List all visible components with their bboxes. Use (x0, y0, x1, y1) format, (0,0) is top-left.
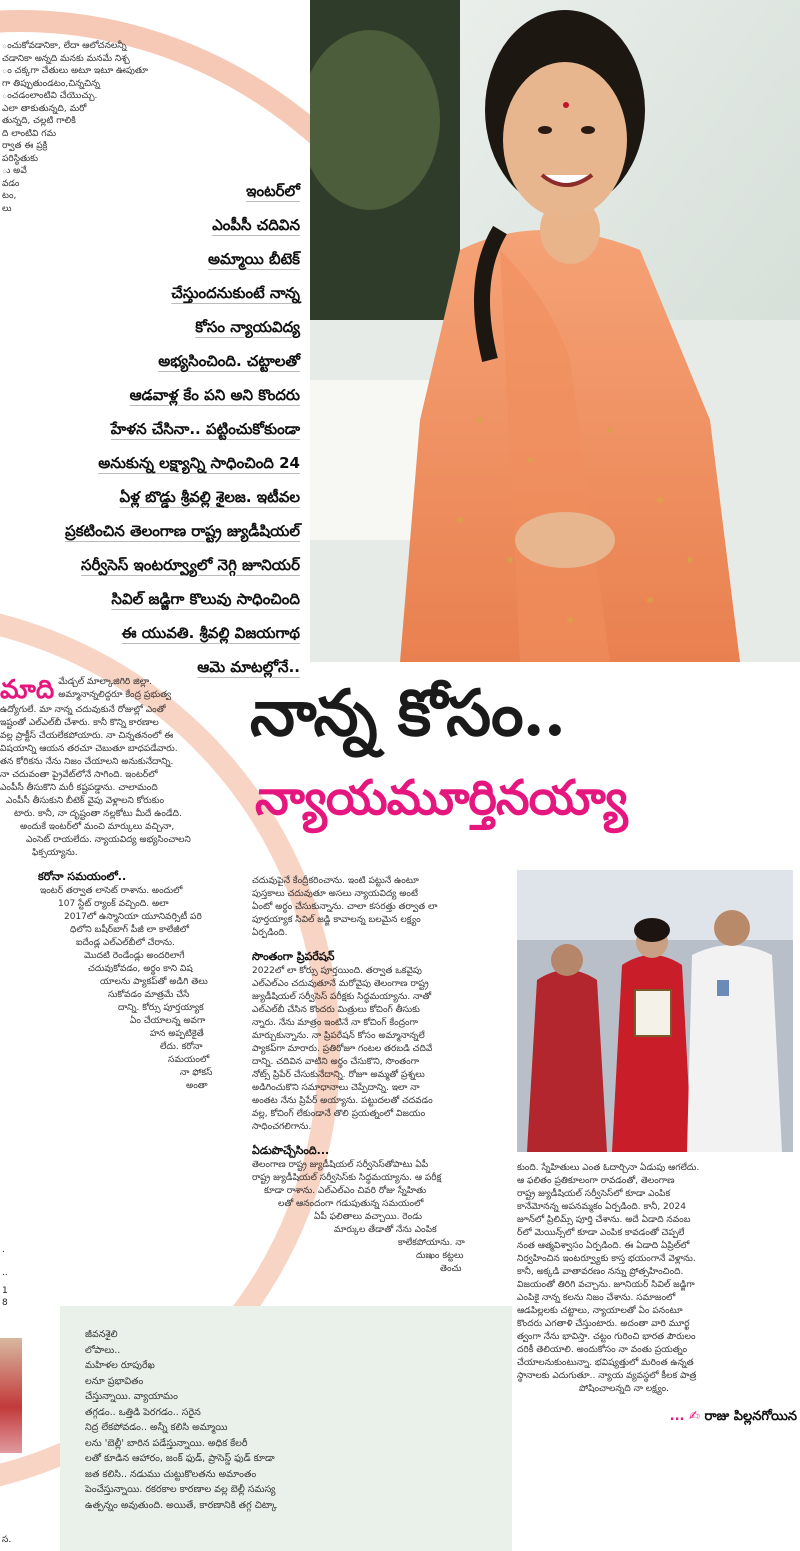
cry-line: కాలేకపోయాను. నా (398, 1238, 465, 1248)
corona-line: దాన్ని. కోర్సు పూర్తయ్యాక (118, 1003, 204, 1013)
right-col-line: కానేమోనన్న అపనమ్మకం ఏర్పడింది. కానీ, 2024 (517, 1202, 686, 1212)
right-col-line: కానీ, అక్కడి వాతావరణం నన్ను ప్రోత్సహించింది. (517, 1267, 684, 1277)
left-col-line: ఉద్యోగులే. మా నాన్న చదువుకునే రోజుల్లో ఎంతో (0, 705, 166, 715)
corona-line: హన అప్పటికైతే (150, 1029, 204, 1039)
pen-icon: ✍ (689, 1409, 700, 1424)
box-line: లను 'బెల్లీ' బారిన పడేస్తున్నాయి. అధిక కేలరీ (85, 1437, 248, 1449)
subheadline: న్యాయమూర్తినయ్యా (255, 770, 627, 826)
intro-line: ఎంపీసీ చదివిన (212, 216, 300, 234)
left-col-line: ఎంపీసీ తీసుకుని బీటెక్ వైపు వెళ్లాలని కోరుకుం (6, 796, 165, 806)
prep-line: ప్యాకప్‌గా మారారు. ప్రతిరోజూ గంటల తరబడి చదివే (252, 1044, 433, 1054)
box-line: లనూ ప్రభావితం (85, 1375, 144, 1387)
corona-line: మొదటి రెండేండ్లు అందరిలాగే (84, 951, 185, 961)
edge-char: 8 (2, 1298, 8, 1308)
right-col-line: ఆ ఫలితం ప్రతికూలంగా రావడంతో, తెలంగాణ (517, 1176, 675, 1186)
box-line: పెంచేస్తున్నాయి. రకరకాల కారణాల వల్ల బెల్లీ సమస్య (85, 1484, 276, 1495)
corona-line: చదువుకోవడం, అర్థం కాని విష (88, 964, 193, 974)
corona-line: 2017లో ఉస్మానియా యూనివర్సిటీ పరి (64, 912, 202, 922)
right-column (517, 1162, 797, 1423)
right-col-line: విజయంతో తిరిగి వచ్చాను. జూనియర్ సివిల్ జడ్జిగా (517, 1280, 695, 1290)
corona-line: నా ఫోకస్ (180, 1068, 213, 1078)
mid-line: చదువుపైనే కేంద్రీకరించాను. ఇంటి పట్టునే ఉంటూ (252, 876, 419, 886)
edge-char: . (2, 1245, 5, 1255)
fragment-line: ర్వాత ఈ ప్రక్రి (2, 141, 48, 151)
right-col-line: దరికీ తెలియాలి. అందుకోసం నా వంతు ప్రయత్నం (517, 1345, 688, 1355)
intro-line: హేళన చేసినా.. పట్టించుకోకుండా (110, 420, 300, 438)
mid-line: ఏంటో అర్థం చేసుకున్నాను. చాలా కసరత్తు తర్వాత లా (252, 902, 438, 912)
box-line: మహిళల రూపురేఖ (85, 1360, 155, 1371)
prep-line: దాన్ని. చదివిన వాటిని అర్థం చేసుకొని, సొంతంగా (252, 1057, 419, 1067)
prep-subhead: సొంతంగా ప్రిపరేషన్ (252, 950, 335, 963)
fragment-line: వడం (2, 178, 20, 189)
right-col-line: ఆడపిల్లలకు చట్టాలు, న్యాయాలతో ఏం పనంటూ (517, 1306, 683, 1316)
award-illustration (517, 870, 793, 1152)
fragment-line: తున్నది, చల్లటి గాలికి (2, 116, 76, 126)
fragment-line: ు అవే (2, 166, 27, 176)
top-fragment-text (2, 40, 148, 215)
fragment-line: టం, (2, 191, 17, 201)
mid-line: పుస్తకాలు చదువుతూ అసలు న్యాయవిద్య అంటే (252, 889, 418, 899)
prep-line: అంతట నేను ప్రిపేర్ అయ్యాను. పట్టుదలతో చదవడం (252, 1096, 433, 1106)
prep-line: సాధించగలిగాను. (252, 1122, 312, 1132)
intro-line: కోసం న్యాయవిద్య (195, 318, 300, 336)
corona-line: ధిలోని బషీర్‌బాగ్ పీజీ లా కాలేజీలో (70, 925, 189, 935)
right-col-line: చేయాలనుకుంటున్నా. భవిష్యత్తులో మరింత ఉన్నత (517, 1358, 694, 1368)
right-col-line: నంత ఆత్మవిశ్వాసం ఏర్పడింది. ఈ ఏడాది ఏప్రిల్‌లో (517, 1241, 690, 1251)
corona-line: 107 స్టేట్ ర్యాంక్ వచ్చింది. అలా (58, 899, 169, 909)
intro-line: ప్రకటించిన తెలంగాణ రాష్ట్ర జ్యుడీషియల్ (65, 522, 300, 540)
box-line: నిద్ర లేకపోవడం.. అన్నీ కలిసి అమ్మాయి (85, 1422, 228, 1433)
right-col-line: ర్‌లో మెయిన్స్‌లో కూడా ఎంపిక కావడంతో చెప్పలే (517, 1228, 685, 1238)
cry-line: దుఃఖం కట్టలు (416, 1251, 464, 1261)
corona-subhead: కరోనా సమయంలో.. (38, 870, 127, 883)
intro-line: సర్వీసెస్ ఇంటర్వ్యూలో నెగ్గి జూనియర్ (80, 556, 300, 574)
box-line: లోపాలు.. (85, 1344, 121, 1356)
box-line: చేస్తున్నాయి. వ్యాయామం (85, 1391, 178, 1402)
intro-line: అనుకున్న లక్ష్యాన్ని సాధించింది 24 (98, 454, 300, 472)
byline (517, 1410, 797, 1423)
corona-line: సమయంలో (168, 1055, 210, 1065)
corona-line: సుకోవడం మాత్రమే చేసే (108, 990, 190, 1000)
prep-line: ఎల్‌ఎల్‌బీ చేసిన కొందరు మిత్రులు కోచింగ్ తీసుకు (252, 1005, 420, 1015)
prep-line: వల్ల, కోచింగ్ లేకుండానే తొలి ప్రయత్నంలో విజయం (252, 1109, 426, 1119)
right-col-line: త్వంగా నేను భావిస్తా. చట్టం గురించి భారత పౌరులం (517, 1332, 696, 1342)
mid-line: పూర్తయ్యాక సివిల్ జడ్జి కావాలన్న బలమైన లక్ష్యం (252, 915, 421, 925)
portrait-photo (310, 0, 800, 662)
edge-char: స. (2, 1535, 12, 1545)
right-col-line: నిర్వహించిన ఇంటర్వ్యూకు కాస్త భయంగానే వెళ్లాను. (517, 1254, 696, 1264)
prep-line: అడిగించుకొని సమాధానాలు చెప్పేదాన్ని. ఇలా నా (252, 1083, 420, 1093)
edge-char: 1 (2, 1286, 8, 1296)
right-col-line: రాష్ట్ర జ్యుడీషియల్ సర్వీసెస్‌లో కూడా ఎంపిక (517, 1189, 671, 1199)
fragment-line: ంచుకోవడానికా, లేదా ఆలోచనలన్నీ (2, 41, 127, 51)
dropcap: మాది (0, 675, 55, 705)
middle-column (252, 875, 510, 1276)
right-col-line: పోషించాలన్నది నా లక్ష్యం. (579, 1384, 669, 1394)
left-col-line: ఎంసెట్ రాయలేదు. న్యాయవిద్య అభ్యసించాలని (26, 835, 191, 845)
prep-line: ఎల్‌ఎల్‌ఎం చదువుతూనే మరోవైపు తెలంగాణ రాష్ట్ర (252, 979, 429, 989)
left-col-line: వల్ల ప్రాక్టీస్ చేయలేకపోయారు. నా చిన్నతనంలో ఈ (0, 731, 174, 741)
box-line: తగ్గడం.. ఒత్తిడి పెరగడం.. సరైన (85, 1406, 201, 1418)
fragment-line: ది లాంటివి గమ (2, 128, 57, 139)
corona-line: ఏం చేయాలన్న అవగా (130, 1016, 206, 1026)
bottom-box-text (85, 1327, 505, 1513)
prep-line: మార్చుకున్నాను. నా ప్రిపరేషన్ కోసం అమ్మానాన్నలే (252, 1031, 425, 1041)
fragment-line: చడానికా అన్నది మనకు మనమే నిశ్చ (2, 53, 130, 64)
fragment-line: ంచడంలాంటివి చేయొచ్చు. (2, 91, 98, 101)
left-col-line: అందుకే ఇంటర్‌లో మంచి మార్కులు వచ్చినా, (20, 822, 175, 832)
intro-line: అమ్మాయి బీటెక్ (208, 250, 300, 268)
intro-line: చేస్తుందనుకుంటే నాన్న (171, 284, 300, 302)
right-col-line: కుంది. స్నేహితులు ఎంత ఓదార్చినా ఏడుపు ఆగలేదు. (517, 1163, 700, 1173)
left-col-line: అమ్మానాన్నలిద్దరూ కేంద్ర ప్రభుత్వ (58, 690, 172, 700)
box-line: ఉత్పన్నం అవుతుంది. అయితే, కారణానికి తగ్గ చిట్కా (85, 1499, 277, 1511)
left-col-line: నా చదువంతా ప్రైవేట్‌లోనే సాగింది. ఇంటర్‌లో (0, 770, 158, 780)
left-column (0, 676, 248, 1093)
left-col-line: టారు. కానీ, నా దృష్టంతా నల్లకోటు మీదే ఉండేది. (14, 809, 182, 819)
intro-line: సివిల్ జడ్జిగా కొలువు సాధించింది (111, 590, 300, 608)
headline: నాన్న కోసం.. (250, 676, 566, 751)
intro-line: ఏళ్ల బొడ్డు శ్రీవల్లి శైలజ. ఇటీవల (119, 488, 300, 506)
corona-line: యాలను ప్యాకప్‌తో అడిగి తెలు (100, 977, 208, 987)
mid-line: ఏర్పడింది. (252, 928, 288, 938)
portrait-illustration (310, 0, 800, 662)
prep-line: 2022లో లా కోర్సు పూర్తయింది. తర్వాత ఒకవైపు (252, 966, 422, 976)
left-col-line: ఫిక్సయ్యాను. (32, 848, 78, 858)
left-col-line: విషయాన్ని ఆయన తరచూ చెబుతూ బాధపడేవారు. (0, 744, 178, 754)
fragment-line: ఎలా తాకుతున్నది, మరో (2, 103, 87, 114)
corona-line: అంతా (186, 1081, 208, 1091)
prep-line: న్నారు. నేను మాత్రం ఇంటినే నా కోచింగ్ కేంద్రంగా (252, 1018, 418, 1028)
right-col-line: కొందరు ఎగతాళి చేస్తుంటారు. అదంతా వారి మూర్ఖ (517, 1319, 690, 1329)
edge-char: .. (2, 1268, 8, 1278)
cry-line: రాష్ట్ర జ్యుడీషియల్ సర్వీసెస్‌కు సిద్ధమయ్యాను. ఆ పరీక్ష (252, 1173, 442, 1183)
fragment-line: లు (2, 203, 12, 214)
corona-line: ఇంటర్ తర్వాత లాసెట్ రాశాను. అందులో (40, 886, 183, 896)
corona-line: ఐదేండ్ల ఎల్‌ఎల్‌బీలో చేరాను. (76, 938, 175, 948)
cry-line: తెంచు (440, 1264, 462, 1274)
cry-line: ఏపీ ఫలితాలు వచ్చాయి. రెండు (314, 1212, 422, 1222)
right-col-line: స్థానాలకు ఎదుగుతూ.. న్యాయ వ్యవస్థలో కీలక పాత్ర (517, 1371, 697, 1381)
fragment-line: గా తిప్పుతుండటం,చిన్నచిన్న (2, 78, 100, 89)
left-col-line: తన కోరికను నేను నిజం చేయాలని అనుకునేదాన్ని. (0, 757, 174, 767)
left-col-line: మేడ్చల్ మాల్కాజిగిరి జిల్లా. (58, 677, 152, 687)
corona-line: లేదు. కరోనా (160, 1042, 203, 1052)
cry-line: తెలంగాణ రాష్ట్ర జ్యుడీషియల్ సర్వీసెస్‌తోపాటు ఏపీ (252, 1160, 429, 1170)
intro-line: ఆడవాళ్ల కేం పని అని కొందరు (129, 386, 300, 404)
right-col-line: జూన్‌లో ప్రిలిమ్స్ పూర్తి చేశాను. అదే ఏడాది నవంబ (517, 1215, 691, 1225)
left-col-line: ఎంపీసీ తీసుకొని మరీ కష్టపడ్డాను. చాలామంది (0, 783, 158, 793)
intro-line: ఇంటర్‌లో (246, 182, 300, 200)
cry-line: లతో ఆనందంగా గడుపుతున్న సమయంలో (278, 1199, 424, 1209)
fragment-line: ం చక్కగా చేతులు అటూ ఇటూ ఊపుతూ (2, 66, 148, 76)
box-line: జీవనశైలి (85, 1329, 118, 1340)
intro-line: అభ్యసించింది. చట్టాలతో (158, 352, 300, 370)
edge-photo (0, 1338, 22, 1453)
prep-line: జ్యుడీషియల్ సర్వీసెస్ పరీక్షకు సిద్ధమయ్యాను. నాతో (252, 992, 432, 1002)
intro-line: ఈ యువతి. శ్రీవల్లి విజయగాథ (121, 624, 300, 642)
left-col-line: ఇష్టంతో ఎల్‌ఎల్‌బీ చేశారు. కానీ కొన్ని కారణాల (0, 718, 159, 728)
byline-dots: ... (669, 1409, 685, 1424)
prep-line: నోట్స్ ప్రిపేర్ చేసుకునేదాన్ని. రోజూ అమ్మతో ప్రశ్నలు (252, 1070, 425, 1080)
box-line: జత కలిసి.. నడుము చుట్టుకొలతను అమాంతం (85, 1468, 257, 1480)
cry-subhead: ఏడుపొచ్చేసింది... (252, 1144, 330, 1157)
cry-line: మార్కుల తేడాతో నేను ఎంపిక (334, 1225, 437, 1235)
fragment-line: పరిస్థితుకు (2, 153, 38, 164)
intro-line: ఆమె మాటల్లోనే.. (197, 658, 300, 676)
cry-line: కూడా రాశాను. ఎల్‌ఎల్‌ఎం చివరి రోజు స్నేహితు (264, 1186, 427, 1196)
byline-name: రాజు పిల్లనగోయిన (704, 1409, 797, 1424)
right-col-line: ఎంపికై నాన్న కలను నిజం చేశాను. సమాజంలో (517, 1293, 676, 1303)
box-line: లతో కూడిన ఆహారం, జంక్ ఫుడ్, ప్రాసెస్డ్ ఫుడ్ కూడా (85, 1453, 275, 1464)
award-photo (517, 870, 793, 1152)
